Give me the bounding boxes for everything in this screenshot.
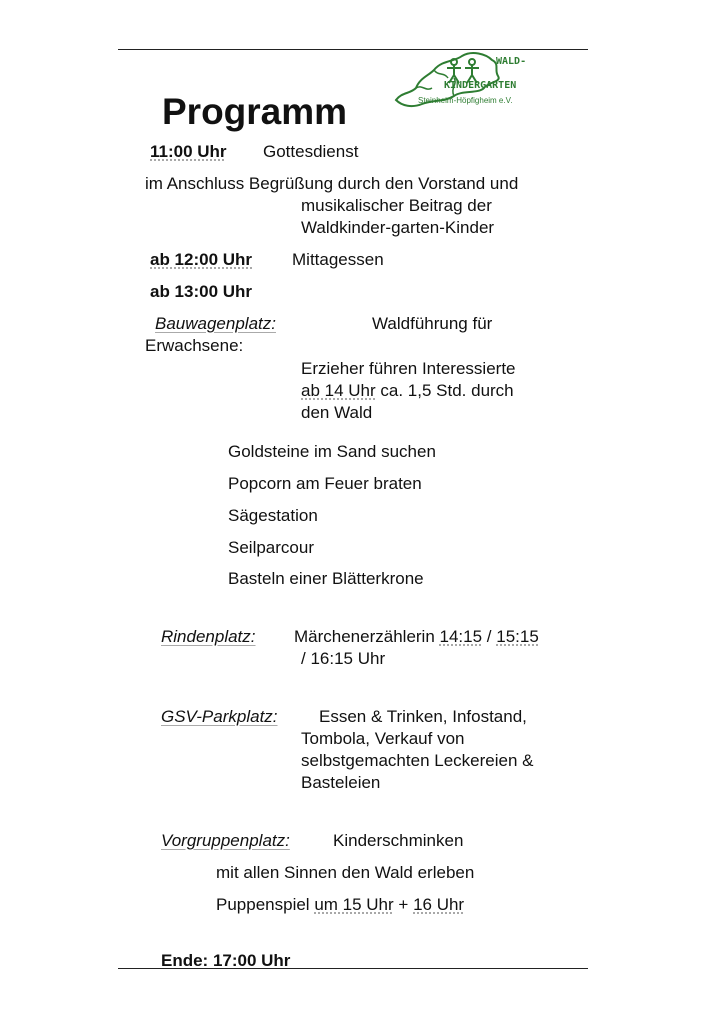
page-title: Programm bbox=[162, 91, 348, 132]
sinne-line: mit allen Sinnen den Wald erleben bbox=[216, 863, 475, 882]
activity-item: Sägestation bbox=[228, 506, 318, 525]
activity-item: Basteln einer Blätterkrone bbox=[228, 569, 424, 588]
logo-text-kindergarten: KINDERGARTEN bbox=[444, 80, 517, 91]
bottom-rule bbox=[118, 968, 588, 969]
erzieher-duration: ca. 1,5 Std. durch bbox=[375, 381, 514, 400]
time-1200: ab 12:00 Uhr bbox=[150, 250, 253, 269]
bauwagenplatz-label: Bauwagenplatz: bbox=[155, 314, 276, 333]
anschluss-line-2: musikalischer Beitrag der bbox=[301, 196, 492, 215]
puppenspiel-sep: + bbox=[393, 895, 414, 914]
maerchen-label: Märchenerzählerin bbox=[294, 627, 440, 646]
rindenplatz-label: Rindenplatz: bbox=[161, 627, 256, 646]
erzieher-time: ab 14 Uhr bbox=[301, 381, 376, 400]
event-mittagessen: Mittagessen bbox=[292, 250, 384, 269]
maerchen-time-2: 15:15 bbox=[496, 627, 539, 646]
erzieher-line-1: Erzieher führen Interessierte bbox=[301, 359, 516, 378]
kinderschminken: Kinderschminken bbox=[333, 831, 464, 850]
gsv-line-3: selbstgemachten Leckereien & bbox=[301, 751, 534, 770]
logo-text-wald: WALD- bbox=[496, 56, 527, 67]
maerchen-time-1: 14:15 bbox=[439, 627, 483, 646]
anschluss-line-1: im Anschluss Begrüßung durch den Vorstand und bbox=[145, 174, 519, 193]
time-1100: 11:00 Uhr bbox=[150, 142, 227, 161]
gsv-line-2: Tombola, Verkauf von bbox=[301, 729, 465, 748]
puppenspiel-label: Puppenspiel bbox=[216, 895, 315, 914]
puppenspiel-time-1: um 15 Uhr bbox=[314, 895, 394, 914]
ende-time: Ende: 17:00 Uhr bbox=[161, 951, 291, 970]
time-1300: ab 13:00 Uhr bbox=[150, 282, 253, 301]
anschluss-line-3: Waldkinder-garten-Kinder bbox=[301, 218, 495, 237]
activity-item: Popcorn am Feuer braten bbox=[228, 474, 422, 493]
puppenspiel-time-2: 16 Uhr bbox=[413, 895, 465, 914]
gsv-line-4: Basteleien bbox=[301, 773, 381, 792]
activity-item: Seilparcour bbox=[228, 538, 314, 557]
gsv-line-1: Essen & Trinken, Infostand, bbox=[319, 707, 527, 726]
rindenplatz-line-2: / 16:15 Uhr bbox=[301, 649, 386, 668]
logo-text-verein: Steinheim-Höpfigheim e.V. bbox=[418, 96, 513, 105]
puppenspiel-line bbox=[216, 894, 464, 916]
waldfuehrung-line-2: Erwachsene: bbox=[145, 336, 244, 355]
vorgruppenplatz-label: Vorgruppenplatz: bbox=[161, 831, 290, 850]
gsv-parkplatz-label: GSV-Parkplatz: bbox=[161, 707, 278, 726]
maerchen-sep: / bbox=[482, 627, 497, 646]
event-gottesdienst: Gottesdienst bbox=[263, 142, 359, 161]
erzieher-line-2 bbox=[301, 380, 514, 402]
rindenplatz-line-1 bbox=[294, 626, 539, 648]
waldfuehrung-line-1: Waldführung für bbox=[372, 314, 493, 333]
activity-item: Goldsteine im Sand suchen bbox=[228, 442, 436, 461]
erzieher-line-3: den Wald bbox=[301, 403, 373, 422]
